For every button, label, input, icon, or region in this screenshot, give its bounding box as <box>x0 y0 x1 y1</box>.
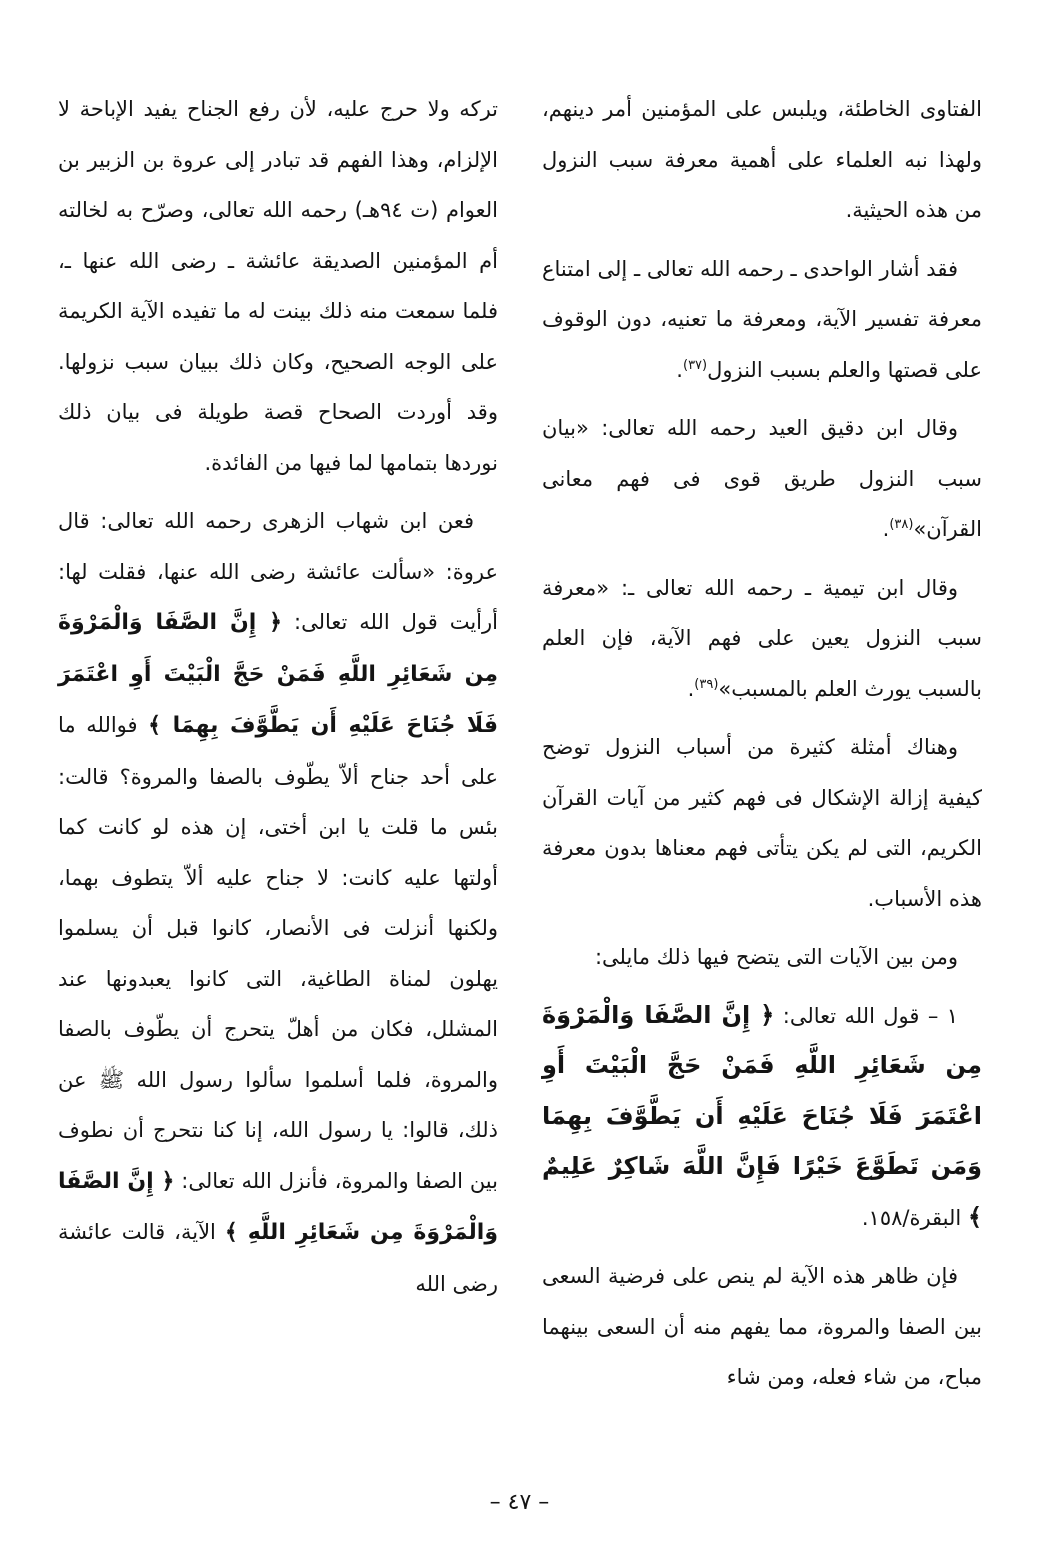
paragraph-text: فعن ابن شهاب الزهرى رحمه الله تعالى: قال عروة: «سألت عائشة رضى الله عنها، فقلت لها: أرأيت قول الله تعالى: <box>58 509 498 634</box>
paragraph: وقال ابن دقيق العيد رحمه الله تعالى: «بيان سبب النزول طريق قوى فى فهم معانى القرآن»$^{(٣٨)}$. <box>542 416 982 541</box>
paragraph-text: تركه ولا حرج عليه، لأن رفع الجناح يفيد الإباحة لا الإلزام، وهذا الفهم قد تبادر إلى عروة بن الزبير بن العوام (ت ٩٤هـ) رحمه الله تعالى، وصرّح به لخالته أم المؤمنين الصديقة عائشة ـ رضى الله عنها ـ، فلما سمعت منه ذلك بينت له ما تفيده الآية الكريمة على الوجه الصحيح، وكان ذلك ببيان سبب نزولها. وقد أوردت الصحاح قصة طويلة فى بيان ذلك نوردها بتمامها لما فيها من الفائدة. <box>58 97 498 475</box>
paragraph <box>542 1251 982 1403</box>
paragraph-text: فقد أشار الواحدى ـ رحمه الله تعالى ـ إلى امتناع معرفة تفسير الآية، ومعرفة ما تعنيه، دون الوقوف على قصتها والعلم بسبب النزول <box>542 256 982 382</box>
footnote-ref: (٣٩) <box>694 676 719 692</box>
paragraph-text: وقال ابن تيمية ـ رحمه الله تعالى ـ: «معرفة سبب النزول يعين على فهم الآية، فإن العلم بالسبب يورث العلم بالمسبب» <box>542 575 982 701</box>
quran-verse: ﴿ إِنَّ الصَّفَا وَالْمَرْوَةَ مِن شَعَائِرِ اللَّهِ فَمَنْ حَجَّ الْبَيْتَ أَوِ اعْتَمَرَ فَلَا جُنَاحَ عَلَيْهِ أَن يَطَّوَّفَ بِهِمَا وَمَن تَطَوَّعَ خَيْرًا فَإِنَّ اللَّهَ شَاكِرٌ عَلِيمٌ ﴾ <box>542 1000 982 1231</box>
paragraph-text: ١ – قول الله تعالى: <box>782 1003 958 1028</box>
verse-reference: البقرة/١٥٨. <box>861 1205 962 1230</box>
paragraph-text: فوالله ما على أحد جناح ألاّ يطّوف بالصفا والمروة؟ قالت: بئس ما قلت يا ابن أختى، إن هذه لو كانت كما أولتها عليه كانت: لا جناح عليه ألاّ يتطوف بهما، ولكنها أنزلت فى الأنصار، كانوا قبل أن يسلموا يهلون لمناة الطاغية، التى كانوا يعبدونها عند المشلل، فكان من أهلّ يتحرج أن يطّوف بالصفا والمروة، فلما أسلموا سألوا رسول الله ﷺ عن ذلك، قالوا: يا رسول الله، إنا كنا نتحرج أن نطوف بين الصفا والمروة، فأنزل الله تعالى: <box>58 713 498 1193</box>
paragraph-text: وهناك أمثلة كثيرة من أسباب النزول توضح كيفية إزالة الإشكال فى فهم كثير من آيات القرآن الكريم، التى لم يكن يتأتى فهم معناها بدون معرفة هذه الأسباب. <box>542 735 982 911</box>
paragraph-text: فإن ظاهر هذه الآية لم ينص على فرضية السعى بين الصفا والمروة، مما يفهم منه أن السعى بينهما مباح، من شاء فعله، ومن شاء <box>542 1264 982 1389</box>
page-number: – ٤٧ – <box>489 1490 550 1515</box>
paragraph: فقد أشار الواحدى ـ رحمه الله تعالى ـ إلى امتناع معرفة تفسير الآية، ومعرفة ما تعنيه، دون الوقوف على قصتها والعلم بسبب النزول$^{(٣٧)}$. <box>542 256 982 382</box>
footnote-ref: (٣٨) <box>889 517 914 532</box>
paragraph <box>542 84 982 236</box>
paragraph: وقال ابن تيمية ـ رحمه الله تعالى ـ: «معرفة سبب النزول يعين على فهم الآية، فإن العلم بالسبب يورث العلم بالمسبب»$^{(٣٩)}$. <box>542 575 982 701</box>
paragraph-text: الآية، قالت عائشة رضى الله <box>58 1220 498 1296</box>
paragraph <box>542 722 982 924</box>
paragraph-text: الفتاوى الخاطئة، ويلبس على المؤمنين أمر دينهم، ولهذا نبه العلماء على أهمية معرفة سبب النزول من هذه الحيثية. <box>542 97 982 222</box>
paragraph-text: ومن بين الآيات التى يتضح فيها ذلك مايلى: <box>594 945 958 969</box>
paragraph <box>542 991 982 1244</box>
footnote-ref: (٣٧) <box>682 357 708 373</box>
left-column <box>58 84 498 1317</box>
paragraph <box>58 496 498 1309</box>
paragraph <box>542 932 982 983</box>
quran-verse: ﴿ إِنَّ الصَّفَا وَالْمَرْوَةَ مِن شَعَائِرِ اللَّهِ فَمَنْ حَجَّ الْبَيْتَ أَوِ اعْتَمَرَ فَلَا جُنَاحَ عَلَيْهِ أَن يَطَّوَّفَ بِهِمَا ﴾ <box>58 610 498 738</box>
quran-verse: ﴿ إِنَّ الصَّفَا وَالْمَرْوَةَ مِن شَعَائِرِ اللَّهِ ﴾ <box>58 1168 499 1245</box>
paragraph <box>58 84 498 488</box>
right-column <box>542 84 982 1411</box>
paragraph-text: وقال ابن دقيق العيد رحمه الله تعالى: «بيان سبب النزول طريق قوى فى فهم معانى القرآن» <box>542 416 982 541</box>
